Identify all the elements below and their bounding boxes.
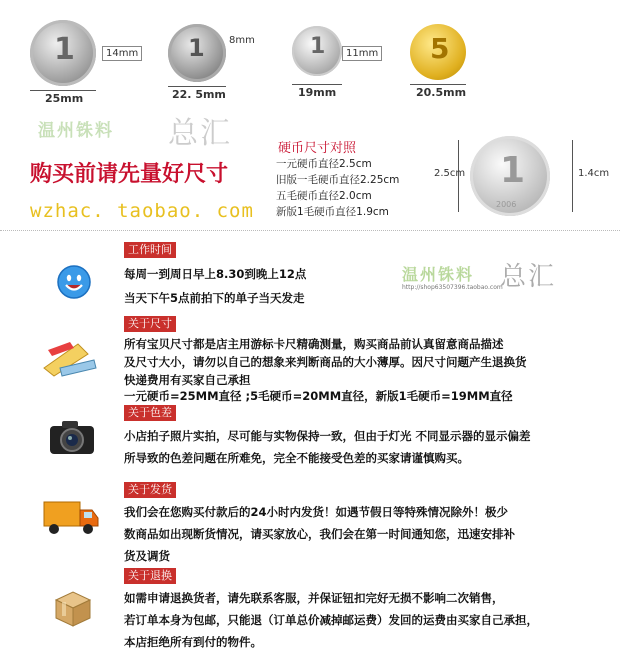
ruler-pencil-icon xyxy=(40,338,100,378)
section-line: 我们会在您购买付款后的24小时内发货！如遇节假日等特殊情况除外！极少 xyxy=(124,505,508,519)
section-tag-work-hours: 工作时间 xyxy=(124,242,176,258)
coin-1jiao-old-face: 1 xyxy=(188,34,205,62)
section-line: 所导致的色差问题在所难免，完全不能接受色差的买家请谨慎购买。 xyxy=(124,451,469,465)
size-chart-title: 硬币尺寸对照 xyxy=(278,141,357,156)
section-line: 当天下午5点前拍下的单子当天发走 xyxy=(124,291,305,305)
coin-2-thickness-label: 8mm xyxy=(226,34,258,47)
size-chart-line: 五毛硬币直径2.0cm xyxy=(276,190,372,202)
big-coin-face: 1 xyxy=(500,150,526,191)
section-line: 所有宝贝尺寸都是店主用游标卡尺精确测量，购买商品前认真留意商品描述 xyxy=(124,337,504,351)
section-tag-returns: 关于退换 xyxy=(124,568,176,584)
store-logo-main: 总汇 xyxy=(500,262,557,292)
coin-4-diameter-label: 20.5mm xyxy=(416,86,467,99)
section-tag-color-diff: 关于色差 xyxy=(124,405,176,421)
section-line: 货及调货 xyxy=(124,549,170,563)
section-line: 若订单本身为包邮，只能退（订单总价减掉邮运费）发回的运费由买家自己承担， xyxy=(124,613,538,627)
coin-1-thickness-label: 14mm xyxy=(102,46,142,61)
banner-logo-script: 温州铢料 xyxy=(38,121,114,141)
coin-3-diameter-label: 19mm xyxy=(298,86,337,99)
divider xyxy=(0,230,620,231)
big-coin-dim-right: 1.4cm xyxy=(578,168,610,179)
section-line: 数商品如出现断货情况，请买家放心，我们会在第一时间通知您，迅速安排补 xyxy=(124,527,515,541)
coin-2-diameter-label: 22. 5mm xyxy=(172,88,226,101)
section-line: 及尺寸大小，请勿以自己的想象来判断商品的大小薄厚。因尺寸问题产生退换货 xyxy=(124,355,527,369)
size-chart-list xyxy=(276,156,399,220)
section-tag-size: 关于尺寸 xyxy=(124,316,176,332)
size-chart-line: 旧版一毛硬币直径2.25cm xyxy=(276,174,400,186)
section-tag-shipping: 关于发货 xyxy=(124,482,176,498)
coin-1jiao-new-face: 1 xyxy=(310,34,326,59)
section-line: 快递费用有买家自己承担 xyxy=(124,373,251,387)
delivery-truck-icon xyxy=(42,498,100,536)
coin-1-diameter-label: 25mm xyxy=(45,92,84,105)
big-coin-dim-left: 2.5cm xyxy=(434,168,466,179)
camera-icon xyxy=(48,418,96,456)
big-coin-year: 2006 xyxy=(496,200,517,209)
store-logo-script: 温州铢料 xyxy=(402,265,475,284)
size-chart-line: 一元硬币直径2.5cm xyxy=(276,158,372,170)
section-line: 小店拍子照片实拍，尽可能与实物保持一致，但由于灯光 不同显示器的显示偏差 xyxy=(124,429,531,443)
smiley-face-icon xyxy=(56,264,92,300)
section-line: 如需申请退换货者，请先联系客服，并保证钮扣完好无损不影响二次销售， xyxy=(124,591,504,605)
coin-3-thickness-label: 11mm xyxy=(342,46,382,61)
store-logo-url: http://shop63507396.taobao.com xyxy=(402,284,503,291)
cardboard-box-icon xyxy=(52,588,94,628)
banner-url: wzhac. taobao. com xyxy=(30,200,254,222)
coin-5jiao-face: 5 xyxy=(430,32,450,65)
coin-1yuan-face: 1 xyxy=(54,32,75,67)
section-line: 一元硬币=25MM直径 ;5毛硬币=20MM直径，新版1毛硬币=19MM直径 xyxy=(124,389,513,403)
banner-logo-main: 总汇 xyxy=(168,116,232,151)
section-line: 每周一到周日早上8.30到晚上12点 xyxy=(124,267,307,281)
size-chart-line: 新版1毛硬币直径1.9cm xyxy=(276,206,389,218)
section-line: 本店拒绝所有到付的物件。 xyxy=(124,635,262,649)
banner-headline: 购买前请先量好尺寸 xyxy=(30,161,229,187)
